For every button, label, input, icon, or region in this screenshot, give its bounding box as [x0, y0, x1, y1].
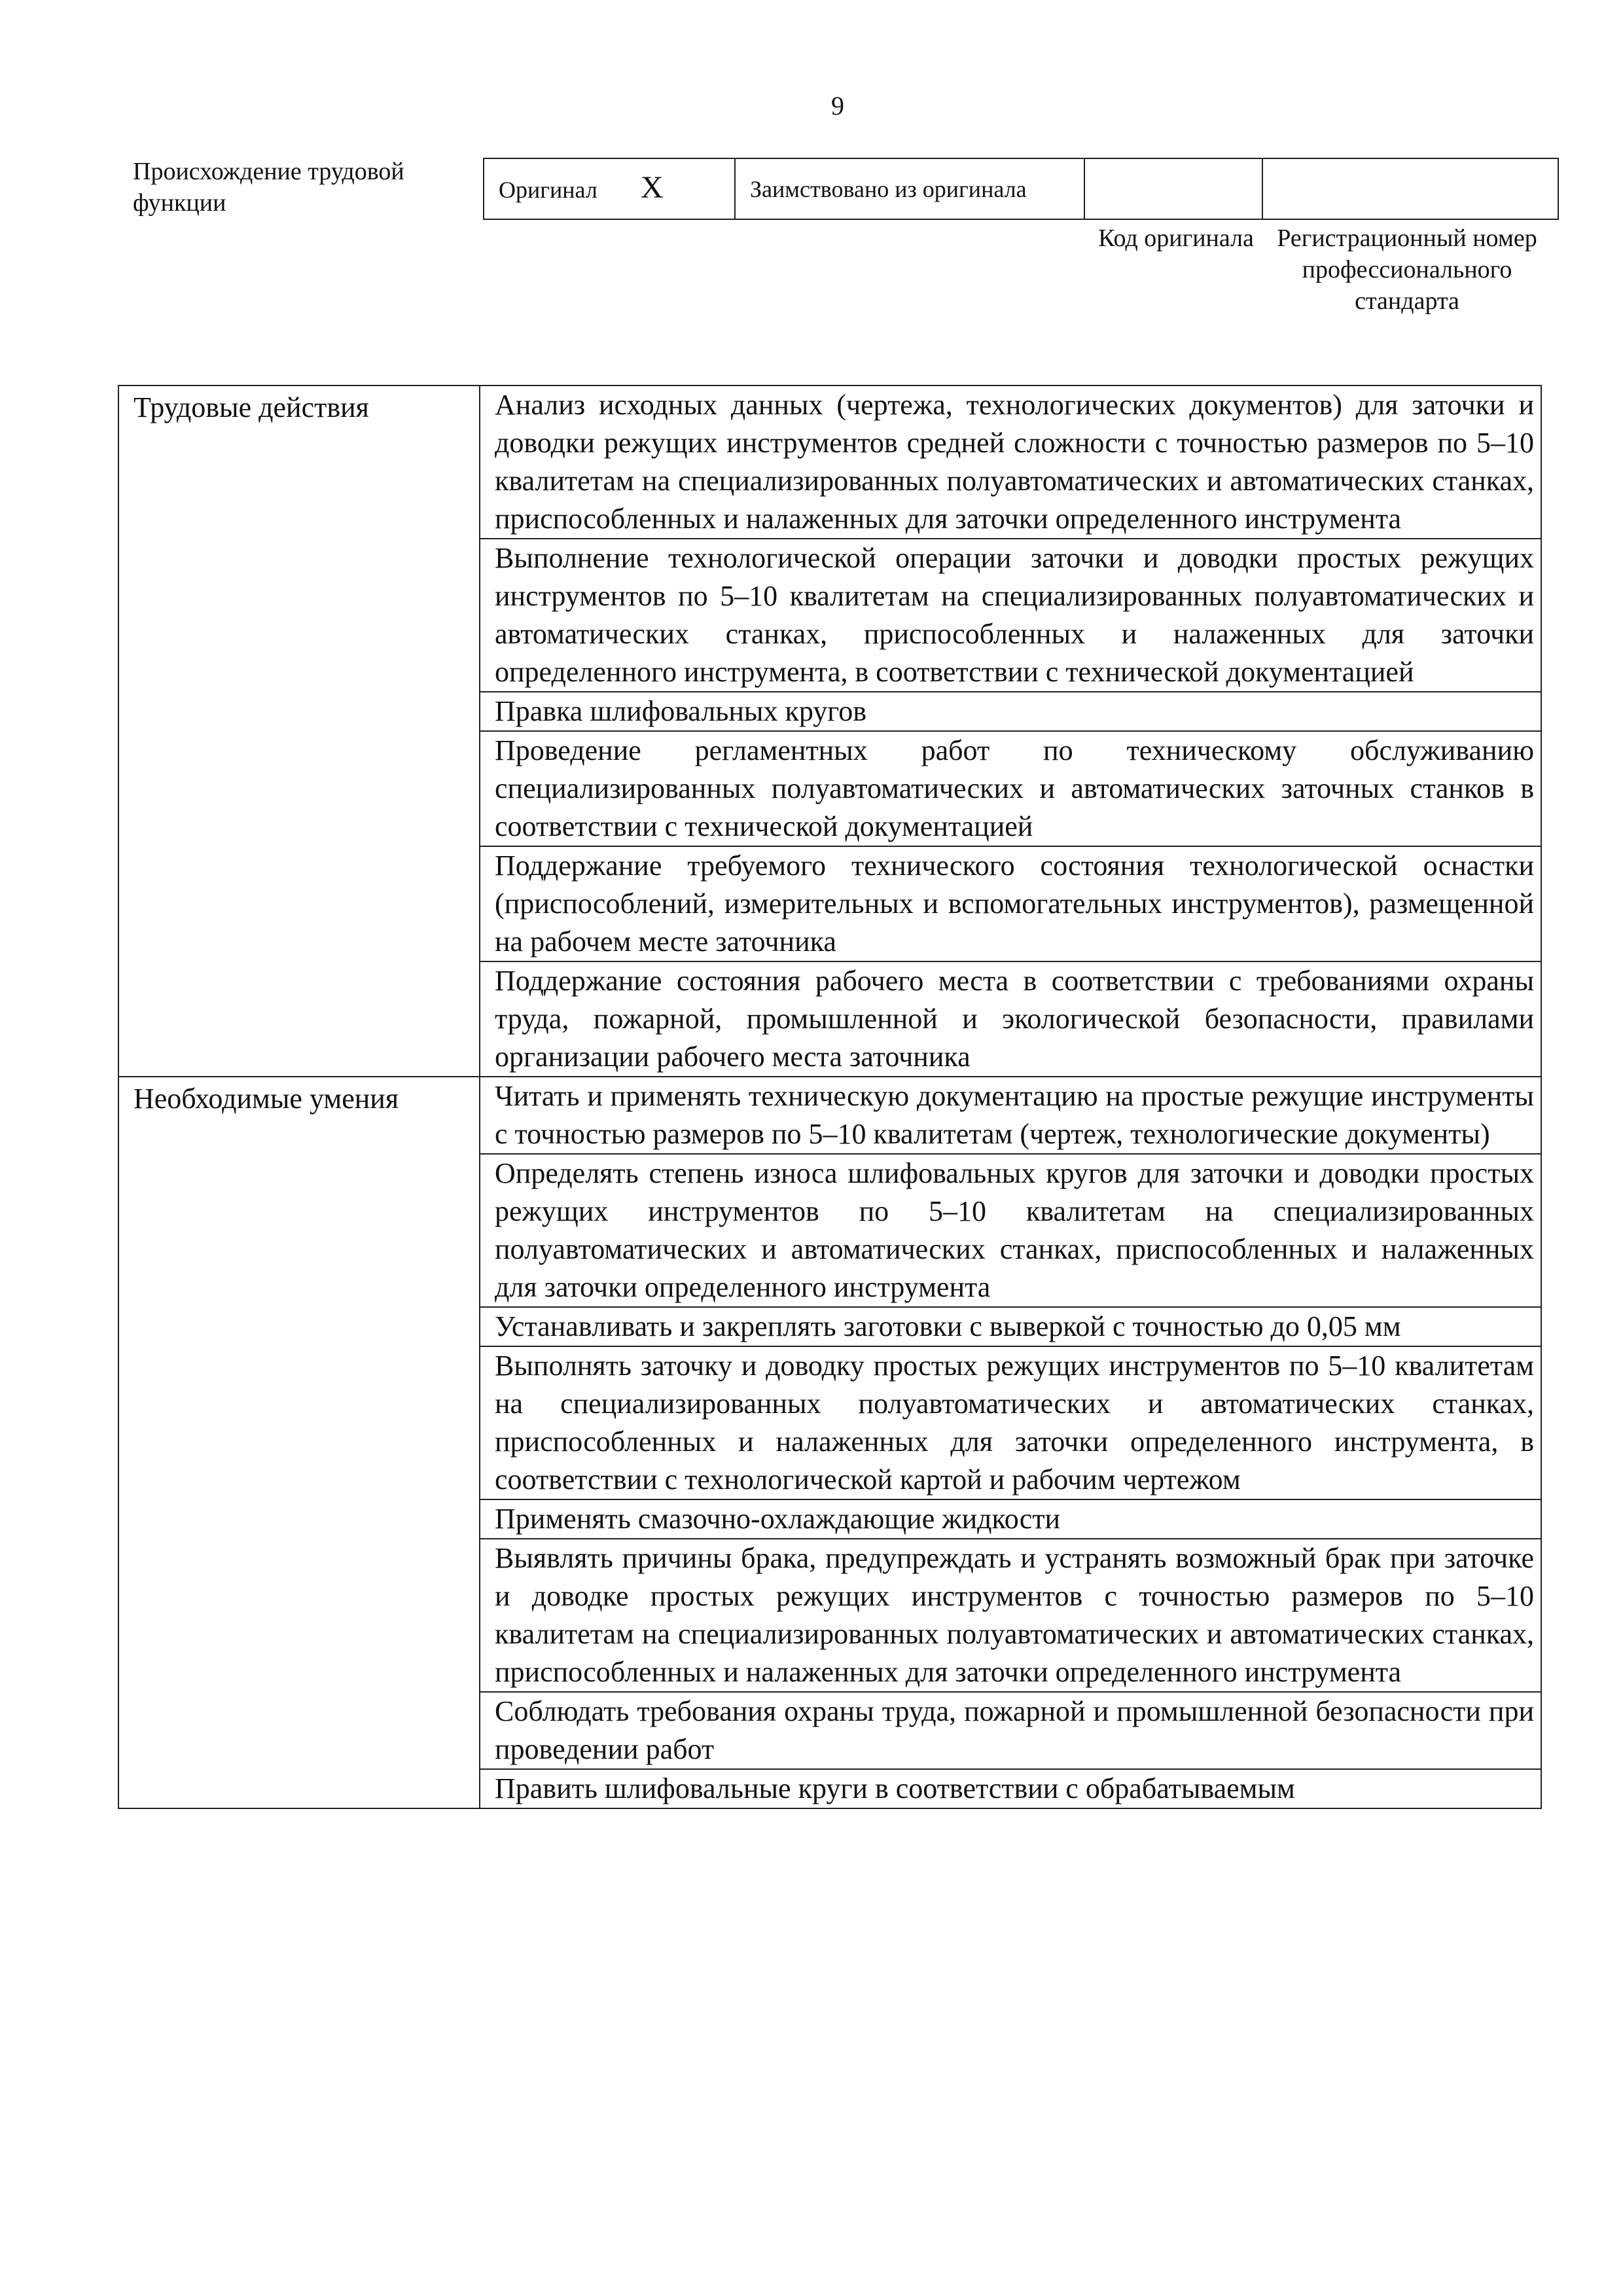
list-item: Выполнение технологической операции заточки и доводки простых режущих инструментов по 5–10 квалитетам на специализированных полуавтоматических и автоматических станках, приспособленных и налаженных для заточки определенного инструмента, в соответствии с технической документацией [480, 539, 1541, 692]
list-item: Поддержание состояния рабочего места в соответствии с требованиями охраны труда, пожарной, промышленной и экологической безопасности, правилами организации рабочего места заточника [480, 961, 1541, 1077]
list-item: Устанавливать и закреплять заготовки с выверкой с точностью до 0,05 мм [480, 1307, 1541, 1346]
labor-function-table [118, 385, 1542, 1809]
origin-code-cell [1084, 158, 1262, 219]
list-item: Выполнять заточку и доводку простых режущих инструментов по 5–10 квалитетам на специализированных полуавтоматических и автоматических станках, приспособленных и налаженных для заточки определенного инструмента, в соответствии с технологической картой и рабочим чертежом [480, 1346, 1541, 1499]
list-item: Править шлифовальные круги в соответствии с обрабатываемым [480, 1769, 1541, 1808]
list-item: Выявлять причины брака, предупреждать и устранять возможный брак при заточке и доводке простых режущих инструментов с точностью размеров по 5–10 квалитетам на специализированных полуавтоматических и автоматических станках, приспособленных и налаженных для заточки определенного инструмента [480, 1539, 1541, 1692]
list-item: Определять степень износа шлифовальных кругов для заточки и доводки простых режущих инструментов по 5–10 квалитетам на специализированных полуавтоматических и автоматических станках, приспособленных и налаженных для заточки определенного инструмента [480, 1154, 1541, 1307]
origin-borrowed-cell: Заимствовано из оригинала [735, 158, 1084, 219]
list-item: Поддержание требуемого технического состояния технологической оснастки (приспособлений, измерительных и вспомогательных инструментов), размещенной на рабочем месте заточника [480, 846, 1541, 961]
list-item: Правка шлифовальных кругов [480, 692, 1541, 731]
table-row [118, 1077, 1541, 1154]
code-caption: Код оригинала [1098, 224, 1254, 252]
origin-original-cell [484, 158, 735, 219]
origin-original-label: Оригинал [499, 177, 597, 203]
list-item: Читать и применять техническую документацию на простые режущие инструменты с точностью размеров по 5–10 квалитетам (чертеж, технологические документы) [480, 1077, 1541, 1154]
reg-number-caption: Регистрационный номер профессионального стандарта [1277, 224, 1537, 315]
origin-label: Происхождение трудовой функции [133, 158, 404, 217]
list-item: Применять смазочно-охлаждающие жидкости [480, 1499, 1541, 1539]
origin-original-mark: X [640, 170, 664, 205]
origin-reg-number-cell [1262, 158, 1558, 219]
section-title: Трудовые действия [118, 386, 480, 1077]
origin-table [483, 158, 1559, 220]
list-item: Соблюдать требования охраны труда, пожарной и промышленной безопасности при проведении работ [480, 1692, 1541, 1769]
list-item: Анализ исходных данных (чертежа, технологических документов) для заточки и доводки режущих инструментов средней сложности с точностью размеров по 5–10 квалитетам на специализированных полуавтоматических и автоматических станках, приспособленных и налаженных для заточки определенного инструмента [480, 386, 1541, 539]
list-item: Проведение регламентных работ по техническому обслуживанию специализированных полуавтоматических и автоматических заточных станков в соответствии с технической документацией [480, 731, 1541, 846]
table-row [118, 386, 1541, 539]
section-title: Необходимые умения [118, 1077, 480, 1808]
page-number: 9 [831, 91, 844, 120]
